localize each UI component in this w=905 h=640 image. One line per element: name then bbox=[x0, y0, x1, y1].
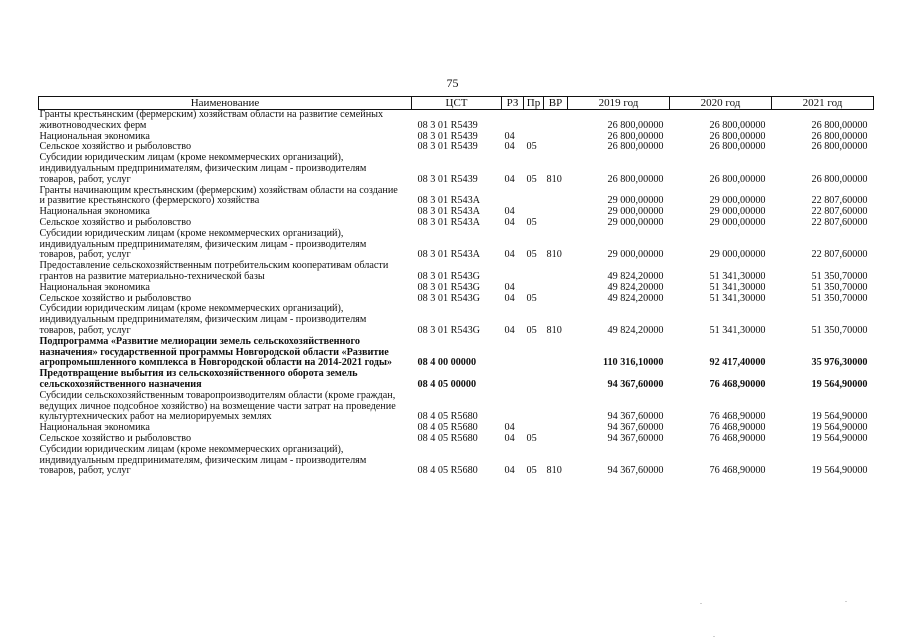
header-vr: ВР bbox=[544, 97, 568, 110]
row-amount-2020: 76 468,90000 bbox=[709, 411, 766, 423]
row-cst-code: 08 3 01 R543A bbox=[417, 249, 481, 261]
row-rz-code bbox=[502, 261, 524, 283]
row-pr-code: 05 bbox=[526, 432, 537, 444]
row-pr-code bbox=[524, 369, 544, 391]
row-amount-2021: 26 800,00000 bbox=[811, 173, 868, 185]
row-rz-code: 04 bbox=[504, 141, 515, 153]
row-vr-code: 810 bbox=[546, 173, 562, 185]
row-name: Субсидии юридическим лицам (кроме некоммерческих организаций), индивидуальным предпринимателям, физическим лицам - производителям товаров, работ, услуг bbox=[39, 303, 367, 336]
table-header bbox=[39, 97, 874, 110]
header-pr: Пр bbox=[524, 97, 544, 110]
row-vr-code bbox=[544, 294, 568, 305]
row-amount-2020: 51 341,30000 bbox=[709, 292, 766, 304]
row-name: Гранты крестьянским (фермерским) хозяйствам области на развитие семейных животноводческих ферм bbox=[39, 109, 384, 131]
row-amount-2019: 26 800,00000 bbox=[607, 130, 664, 142]
row-cst-code: 08 3 01 R5439 bbox=[417, 119, 478, 131]
header-year-2019: 2019 год bbox=[568, 97, 670, 110]
row-amount-2019: 110 316,10000 bbox=[602, 357, 664, 369]
row-amount-2020: 29 000,00000 bbox=[709, 206, 766, 218]
row-amount-2021: 19 564,90000 bbox=[811, 411, 868, 423]
row-amount-2021: 22 807,60000 bbox=[811, 249, 868, 261]
budget-table-container bbox=[38, 96, 873, 477]
row-amount-2019: 94 367,60000 bbox=[607, 378, 664, 390]
row-cst-code: 08 4 05 R5680 bbox=[417, 411, 478, 423]
row-amount-2020: 76 468,90000 bbox=[709, 378, 766, 390]
row-name: Субсидии юридическим лицам (кроме некоммерческих организаций), индивидуальным предпринимателям, физическим лицам - производителям товаров, работ, услуг bbox=[39, 152, 367, 185]
row-name: Предотвращение выбытия из сельскохозяйственного оборота земель сельскохозяйственного назначения bbox=[39, 368, 358, 390]
row-vr-code bbox=[544, 369, 568, 391]
row-name: Гранты начинающим крестьянским (фермерским) хозяйствам области на создание и развитие крестьянского (фермерского) хозяйства bbox=[39, 184, 398, 207]
row-vr-code: 810 bbox=[546, 465, 562, 477]
row-amount-2019: 49 824,20000 bbox=[607, 281, 664, 293]
row-name: Предоставление сельскохозяйственным потребительским кооперативам области грантов на развитие материально-технической базы bbox=[39, 260, 389, 282]
row-amount-2021: 22 807,60000 bbox=[811, 216, 868, 228]
scan-speck bbox=[845, 601, 847, 602]
row-pr-code bbox=[524, 337, 544, 369]
row-name: Сельское хозяйство и рыболовство bbox=[39, 432, 192, 444]
row-rz-code: 04 bbox=[504, 281, 515, 293]
row-cst-code: 08 3 01 R543G bbox=[417, 281, 481, 293]
budget-table bbox=[38, 96, 874, 477]
row-rz-code: 04 bbox=[504, 206, 515, 218]
row-amount-2019: 94 367,60000 bbox=[607, 432, 664, 444]
row-amount-2019: 94 367,60000 bbox=[607, 465, 664, 477]
row-amount-2021: 19 564,90000 bbox=[811, 422, 868, 434]
header-name: Наименование bbox=[39, 97, 412, 110]
table-row bbox=[39, 110, 874, 132]
row-pr-code bbox=[524, 261, 544, 283]
row-rz-code: 04 bbox=[504, 422, 515, 434]
row-amount-2020: 51 341,30000 bbox=[709, 270, 766, 282]
row-vr-code bbox=[544, 261, 568, 283]
row-pr-code: 05 bbox=[526, 216, 537, 228]
row-amount-2020: 92 417,40000 bbox=[709, 357, 766, 369]
row-pr-code: 05 bbox=[526, 173, 537, 185]
row-amount-2020: 76 468,90000 bbox=[709, 422, 766, 434]
table-body bbox=[39, 110, 874, 478]
row-cst-code: 08 4 00 00000 bbox=[417, 357, 477, 369]
row-amount-2021: 51 350,70000 bbox=[811, 324, 868, 336]
page-number: 75 bbox=[446, 76, 459, 90]
table-row bbox=[39, 261, 874, 283]
row-amount-2020: 26 800,00000 bbox=[709, 173, 766, 185]
row-name: Субсидии сельскохозяйственным товаропроизводителям области (кроме граждан, ведущих личное подсобное хозяйство) на возмещение части затрат на проведение культуртехнических работ на мелиорируемых землях bbox=[39, 389, 396, 423]
row-amount-2021: 51 350,70000 bbox=[811, 281, 868, 293]
row-amount-2020: 26 800,00000 bbox=[709, 130, 766, 142]
row-cst-code: 08 3 01 R5439 bbox=[417, 173, 478, 185]
row-vr-code bbox=[544, 337, 568, 369]
row-name: Национальная экономика bbox=[39, 130, 150, 142]
header-year-2020: 2020 год bbox=[670, 97, 772, 110]
row-amount-2020: 76 468,90000 bbox=[709, 465, 766, 477]
table-row bbox=[39, 229, 874, 261]
header-rz: РЗ bbox=[502, 97, 524, 110]
row-rz-code: 04 bbox=[504, 249, 515, 261]
row-amount-2021: 22 807,60000 bbox=[811, 195, 868, 207]
row-name: Подпрограмма «Развитие мелиорации земель сельскохозяйственного назначения» государственной программы Новгородской области «Развитие агропромышленного комплекса в Новгородской области на 2014-2021 годы» bbox=[39, 335, 393, 369]
row-cst-code: 08 3 01 R5439 bbox=[417, 130, 478, 142]
table-row bbox=[39, 445, 874, 477]
row-cst-code: 08 3 01 R543G bbox=[417, 270, 481, 282]
row-cst-code: 08 3 01 R543G bbox=[417, 292, 481, 304]
row-pr-code bbox=[524, 110, 544, 132]
header-row bbox=[39, 97, 874, 110]
row-cst-code: 08 3 01 R543A bbox=[417, 216, 481, 228]
row-vr-code bbox=[544, 423, 568, 434]
row-amount-2019: 49 824,20000 bbox=[607, 324, 664, 336]
row-amount-2020: 29 000,00000 bbox=[709, 216, 766, 228]
row-amount-2019: 29 000,00000 bbox=[607, 249, 664, 261]
row-cst-code: 08 3 01 R5439 bbox=[417, 141, 478, 153]
row-amount-2019: 26 800,00000 bbox=[607, 141, 664, 153]
row-amount-2021: 26 800,00000 bbox=[811, 119, 868, 131]
row-amount-2020: 29 000,00000 bbox=[709, 195, 766, 207]
scan-speck bbox=[713, 636, 715, 637]
row-name: Национальная экономика bbox=[39, 422, 150, 434]
row-pr-code: 05 bbox=[526, 324, 537, 336]
row-rz-code: 04 bbox=[504, 173, 515, 185]
row-rz-code bbox=[502, 369, 524, 391]
row-amount-2021: 19 564,90000 bbox=[811, 432, 868, 444]
row-rz-code: 04 bbox=[504, 324, 515, 336]
row-amount-2019: 94 367,60000 bbox=[607, 411, 664, 423]
row-name: Сельское хозяйство и рыболовство bbox=[39, 292, 192, 304]
row-vr-code bbox=[544, 283, 568, 294]
row-cst-code: 08 3 01 R543A bbox=[417, 195, 481, 207]
row-cst-code: 08 4 05 R5680 bbox=[417, 432, 478, 444]
row-amount-2019: 49 824,20000 bbox=[607, 292, 664, 304]
row-name: Субсидии юридическим лицам (кроме некоммерческих организаций), индивидуальным предпринимателям, физическим лицам - производителям товаров, работ, услуг bbox=[39, 227, 367, 261]
row-amount-2020: 29 000,00000 bbox=[709, 249, 766, 261]
row-amount-2020: 26 800,00000 bbox=[709, 141, 766, 153]
row-amount-2019: 26 800,00000 bbox=[607, 173, 664, 185]
row-pr-code bbox=[524, 391, 544, 423]
row-vr-code bbox=[544, 110, 568, 132]
table-row bbox=[39, 337, 874, 369]
row-amount-2021: 19 564,90000 bbox=[811, 465, 868, 477]
row-cst-code: 08 4 05 R5680 bbox=[417, 465, 478, 477]
row-cst-code: 08 4 05 R5680 bbox=[417, 422, 478, 434]
header-year-2021: 2021 год bbox=[772, 97, 874, 110]
row-name: Национальная экономика bbox=[39, 206, 150, 218]
row-rz-code bbox=[502, 186, 524, 208]
scan-speck bbox=[700, 603, 702, 604]
table-row bbox=[39, 304, 874, 336]
row-amount-2019: 26 800,00000 bbox=[607, 119, 664, 131]
table-row bbox=[39, 391, 874, 423]
row-cst-code: 08 3 01 R543G bbox=[417, 324, 481, 336]
row-vr-code: 810 bbox=[546, 324, 562, 336]
row-amount-2021: 26 800,00000 bbox=[811, 141, 868, 153]
row-amount-2019: 94 367,60000 bbox=[607, 422, 664, 434]
table-row bbox=[39, 186, 874, 208]
row-amount-2019: 29 000,00000 bbox=[607, 195, 664, 207]
row-amount-2020: 26 800,00000 bbox=[709, 119, 766, 131]
row-name: Сельское хозяйство и рыболовство bbox=[39, 141, 192, 153]
table-row bbox=[39, 153, 874, 185]
row-pr-code: 05 bbox=[526, 141, 537, 153]
row-vr-code bbox=[544, 132, 568, 143]
table-row bbox=[39, 369, 874, 391]
row-pr-code bbox=[524, 283, 544, 294]
row-pr-code bbox=[524, 186, 544, 208]
table-row bbox=[39, 283, 874, 294]
row-amount-2021: 51 350,70000 bbox=[811, 292, 868, 304]
row-rz-code: 04 bbox=[504, 216, 515, 228]
row-amount-2021: 35 976,30000 bbox=[811, 357, 868, 369]
row-amount-2019: 29 000,00000 bbox=[607, 206, 664, 218]
row-amount-2021: 22 807,60000 bbox=[811, 206, 868, 218]
row-amount-2020: 51 341,30000 bbox=[709, 324, 766, 336]
row-pr-code: 05 bbox=[526, 292, 537, 304]
row-vr-code bbox=[544, 186, 568, 208]
row-rz-code: 04 bbox=[504, 465, 515, 477]
row-pr-code: 05 bbox=[526, 249, 537, 261]
row-name: Национальная экономика bbox=[39, 281, 150, 293]
row-amount-2020: 51 341,30000 bbox=[709, 281, 766, 293]
row-amount-2021: 26 800,00000 bbox=[811, 130, 868, 142]
row-vr-code bbox=[544, 142, 568, 153]
row-name: Субсидии юридическим лицам (кроме некоммерческих организаций), индивидуальным предпринимателям, физическим лицам - производителям товаров, работ, услуг bbox=[39, 443, 367, 477]
row-vr-code: 810 bbox=[546, 249, 562, 261]
row-amount-2021: 51 350,70000 bbox=[811, 270, 868, 282]
row-cst-code: 08 4 05 00000 bbox=[417, 378, 477, 390]
row-amount-2019: 49 824,20000 bbox=[607, 270, 664, 282]
header-cst: ЦСТ bbox=[412, 97, 502, 110]
row-rz-code bbox=[502, 110, 524, 132]
row-vr-code bbox=[544, 207, 568, 218]
row-amount-2021: 19 564,90000 bbox=[811, 378, 868, 390]
row-vr-code bbox=[544, 391, 568, 423]
row-vr-code bbox=[544, 434, 568, 445]
row-rz-code: 04 bbox=[504, 130, 515, 142]
row-rz-code bbox=[502, 337, 524, 369]
row-rz-code: 04 bbox=[504, 292, 515, 304]
row-vr-code bbox=[544, 218, 568, 229]
row-amount-2020: 76 468,90000 bbox=[709, 432, 766, 444]
row-rz-code bbox=[502, 391, 524, 423]
row-name: Сельское хозяйство и рыболовство bbox=[39, 216, 192, 228]
row-amount-2019: 29 000,00000 bbox=[607, 216, 664, 228]
row-rz-code: 04 bbox=[504, 432, 515, 444]
row-cst-code: 08 3 01 R543A bbox=[417, 206, 481, 218]
row-pr-code: 05 bbox=[526, 465, 537, 477]
